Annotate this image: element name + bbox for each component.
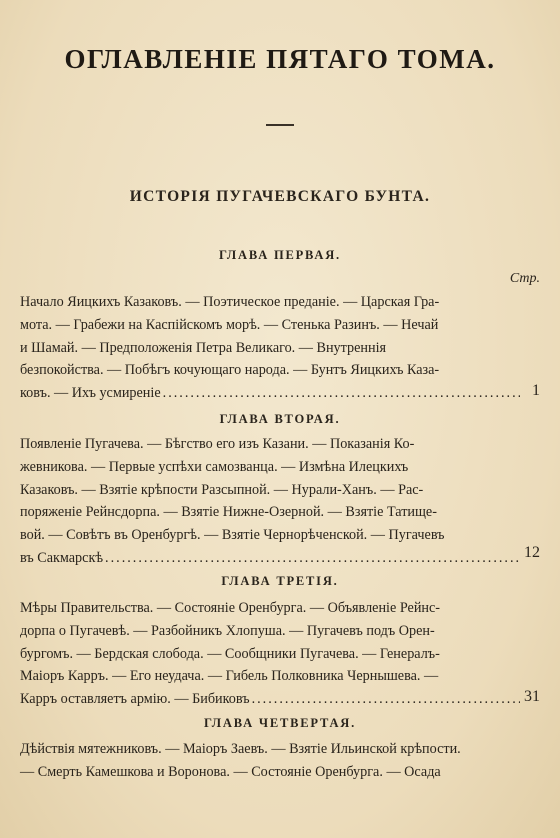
dot-leader [252, 688, 520, 711]
contents-last-line [20, 547, 522, 570]
contents-text: въ Сакмарскѣ [20, 549, 104, 566]
contents-text: Казаковъ. — Взятіе крѣпости Разсыпной. — Нурали-Ханъ. — Рас- [20, 481, 424, 498]
page-title: ОГЛАВЛЕНІЕ ПЯТАГО ТОМА. [64, 44, 496, 74]
contents-text: Маіоръ Карръ. — Его неудача. — Гибель Полковника Чернышева. — [20, 668, 439, 685]
contents-line [20, 597, 522, 620]
contents-text: Карръ оставляетъ армію. — Бибиковъ [20, 691, 250, 708]
chapter-heading: ГЛАВА ПЕРВАЯ. [219, 248, 341, 262]
contents-line [20, 665, 522, 688]
contents-line [20, 291, 522, 314]
contents-text: и Шамай. — Предположенія Петра Великаго. — Внутреннія [20, 339, 387, 356]
dot-leader [105, 547, 520, 570]
section-title: ИСТОРІЯ ПУГАЧЕВСКАГО БУНТА. [129, 188, 431, 205]
page-column-label: Стр. [509, 271, 540, 286]
contents-line [20, 479, 522, 502]
title-rule [266, 124, 294, 126]
contents-text: Мѣры Правительства. — Состояніе Оренбурга. — Объявленіе Рейнс- [20, 600, 441, 616]
contents-text: — Смерть Камешкова и Воронова. — Состояніе Оренбурга. — Осада [20, 763, 441, 780]
chapter-heading: ГЛАВА ТРЕТІЯ. [221, 574, 339, 588]
contents-line [20, 359, 522, 382]
chapter-contents [20, 291, 522, 405]
page-number: 12 [524, 544, 540, 561]
contents-text: бургомъ. — Бердская слобода. — Сообщники Пугачева. — Генералъ- [20, 645, 440, 662]
contents-text: ковъ. — Ихъ усмиреніе [20, 385, 161, 402]
contents-text: жевникова. — Первые успѣхи самозванца. — Измѣна Илецкихъ [20, 458, 409, 475]
contents-line [20, 524, 522, 547]
page-number: 31 [524, 688, 540, 705]
contents-text: мота. — Грабежи на Каспійскомъ морѣ. — Стенька Разинъ. — Нечай [20, 316, 439, 333]
contents-last-line [20, 382, 522, 405]
chapter-contents [20, 597, 522, 711]
contents-text: Начало Яицкихъ Казаковъ. — Поэтическое преданіе. — Царская Гра- [20, 294, 440, 310]
chapter-contents [20, 433, 522, 570]
contents-line [20, 433, 522, 456]
contents-line [20, 456, 522, 479]
chapter-heading: ГЛАВА ЧЕТВЕРТАЯ. [203, 716, 357, 730]
contents-line [20, 314, 522, 337]
contents-text: вой. — Совѣтъ въ Оренбургѣ. — Взятіе Чернорѣченской. — Пугачевъ [20, 527, 445, 544]
contents-line [20, 620, 522, 643]
dot-leader [163, 382, 520, 405]
contents-text: Появленіе Пугачева. — Бѣгство его изъ Казани. — Показанія Ко- [20, 436, 415, 452]
contents-text: безпокойства. — Побѣгъ кочующаго народа. — Бунтъ Яицкихъ Каза- [20, 362, 440, 379]
contents-line [20, 643, 522, 666]
contents-line [20, 337, 522, 360]
chapter-contents [20, 738, 522, 784]
page-number: 1 [532, 382, 540, 399]
contents-line [20, 738, 522, 761]
contents-last-line [20, 688, 522, 711]
chapter-heading: ГЛАВА ВТОРАЯ. [219, 412, 341, 426]
contents-text: дорпа о Пугачевѣ. — Разбойникъ Хлопуша. — Пугачевъ подъ Орен- [20, 622, 435, 639]
contents-line [20, 761, 522, 784]
contents-text: поряженіе Рейнсдорпа. — Взятіе Нижне-Озерной. — Взятіе Татище- [20, 504, 437, 521]
contents-text: Дѣйствія мятежниковъ. — Маіоръ Заевъ. — Взятіе Ильинской крѣпости. [20, 741, 461, 757]
contents-line [20, 501, 522, 524]
